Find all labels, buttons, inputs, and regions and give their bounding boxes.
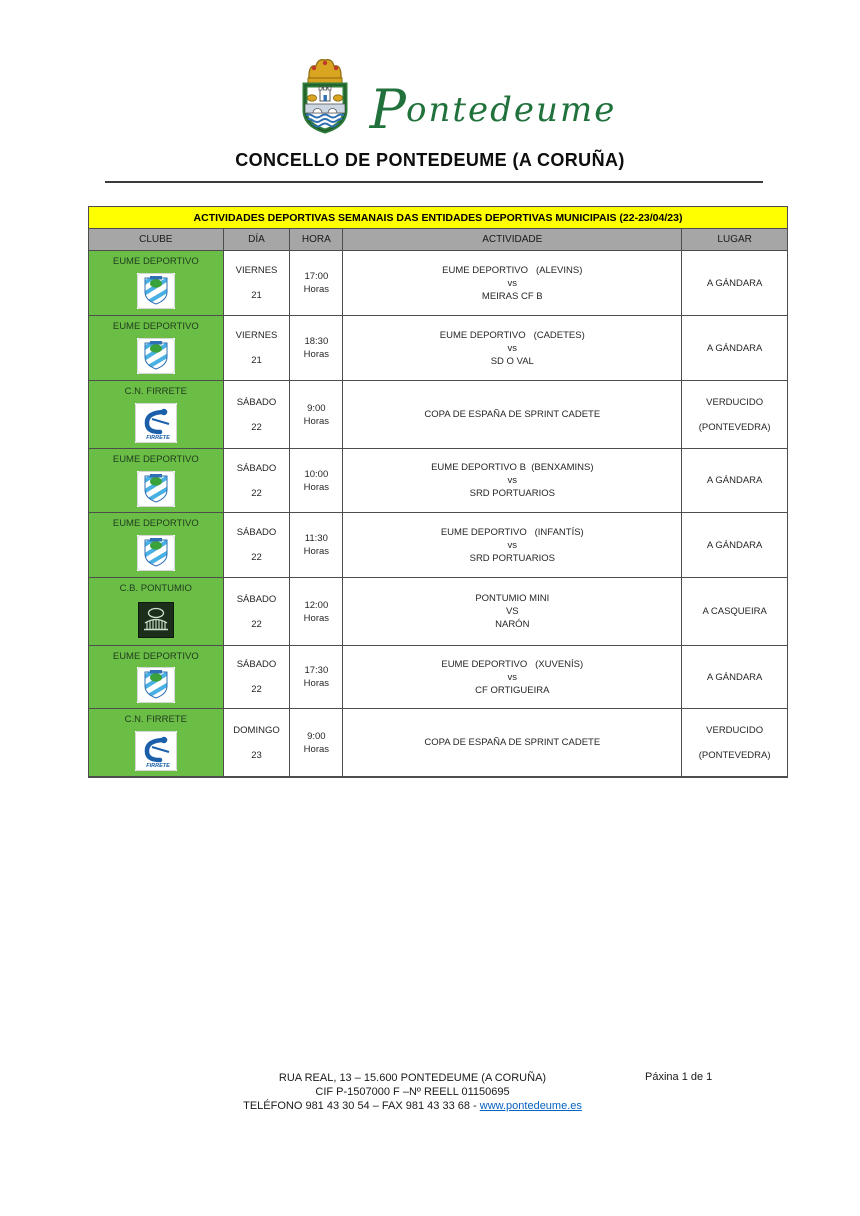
activity-cell: COPA DE ESPAÑA DE SPRINT CADETE (343, 709, 682, 776)
brand-initial: P (369, 78, 407, 141)
club-badge (137, 662, 175, 708)
day-cell (224, 578, 291, 645)
day-name: SÁBADO (236, 527, 277, 538)
day-cell (224, 251, 291, 315)
time-cell (290, 646, 343, 708)
eume-deportivo-badge-icon (137, 535, 175, 571)
activity-cell: EUME DEPORTIVO (CADETES) vs SD O VAL (343, 316, 682, 380)
column-header-actividade: ACTIVIDADE (343, 229, 682, 250)
place-cell: VERDUCIDO (PONTEVEDRA) (698, 724, 771, 761)
column-header-hora: HORA (290, 229, 343, 250)
day-number: 22 (251, 421, 262, 433)
page-title: CONCELLO DE PONTEDEUME (A CORUÑA) (235, 150, 625, 170)
place-cell: A GÁNDARA (706, 671, 763, 683)
time-cell (290, 449, 343, 512)
column-header-lugar: LUGAR (717, 234, 752, 245)
day-cell (224, 709, 291, 776)
brand-script: Pontedeume (369, 78, 617, 141)
club-cell (89, 251, 224, 315)
eume-deportivo-badge-icon (137, 667, 175, 703)
website-link[interactable]: www.pontedeume.es (479, 1100, 582, 1112)
table-row (89, 381, 787, 449)
day-name: VIERNES (235, 265, 278, 276)
day-name: SÁBADO (236, 396, 277, 408)
footer (200, 1071, 625, 1113)
table-row (89, 316, 787, 381)
club-badge (137, 332, 175, 380)
place-cell: A CASQUEIRA (702, 606, 767, 617)
time-unit: Horas (303, 612, 330, 624)
time-cell (290, 578, 343, 645)
place-cell: VERDUCIDO (PONTEVEDRA) (698, 396, 771, 433)
day-number: 23 (251, 749, 262, 761)
day-number: 22 (251, 684, 262, 695)
club-name: C.N. FIRRETE (124, 386, 187, 397)
day-cell (224, 316, 291, 380)
activity-cell: EUME DEPORTIVO B (BENXAMINS) vs SRD PORTUARIOS (343, 449, 682, 512)
pontedeume-coat-of-arms-icon (292, 56, 358, 136)
day-cell (224, 646, 291, 708)
table-row (89, 646, 787, 709)
table-title: ACTIVIDADES DEPORTIVAS SEMANAIS DAS ENTIDADES DEPORTIVAS MUNICIPAIS (22-23/04/23) (89, 207, 787, 229)
club-name: EUME DEPORTIVO (112, 256, 199, 267)
time-unit: Horas (303, 743, 330, 755)
eume-deportivo-badge-icon (137, 273, 175, 309)
time-value: 18:30 (304, 336, 329, 347)
schedule-table (88, 206, 788, 778)
club-cell (89, 381, 224, 448)
place-cell: A GÁNDARA (706, 342, 763, 354)
club-badge (135, 725, 177, 776)
activity-cell: PONTUMIO MINI VS NARÓN (343, 578, 682, 645)
activity-cell: EUME DEPORTIVO (XUVENÍS) vs CF ORTIGUEIRA (343, 646, 682, 708)
table-row (89, 578, 787, 646)
table-row (89, 513, 787, 578)
table-row (89, 449, 787, 513)
svg-text:FIRRETE: FIRRETE (146, 434, 170, 441)
activity-cell: EUME DEPORTIVO (INFANTÍS) vs SRD PORTUARIOS (343, 513, 682, 577)
time-value: 9:00 (307, 730, 326, 742)
day-name: SÁBADO (236, 593, 277, 605)
svg-text:FIRRETE: FIRRETE (146, 762, 170, 769)
place-cell: A GÁNDARA (706, 277, 763, 289)
time-value: 10:00 (304, 468, 329, 480)
time-cell (290, 513, 343, 577)
club-cell (89, 513, 224, 577)
club-cell (89, 449, 224, 512)
time-cell (290, 709, 343, 776)
club-badge (138, 594, 174, 645)
time-unit: Horas (303, 284, 330, 295)
club-name: EUME DEPORTIVO (112, 651, 199, 662)
club-name: C.N. FIRRETE (124, 714, 187, 725)
pontumio-badge-icon (138, 602, 174, 638)
day-number: 21 (251, 290, 262, 301)
place-cell: A GÁNDARA (706, 539, 763, 551)
time-unit: Horas (303, 678, 330, 689)
column-header-clube: CLUBE (89, 229, 224, 250)
title-rule (105, 181, 763, 183)
day-cell (224, 513, 291, 577)
firrete-badge-icon (135, 403, 177, 443)
time-unit: Horas (303, 481, 330, 493)
club-name: C.B. PONTUMIO (119, 583, 192, 594)
club-badge (137, 267, 175, 315)
day-name: VIERNES (235, 330, 278, 341)
footer-phone-line (200, 1099, 625, 1113)
day-name: DOMINGO (233, 724, 280, 736)
club-cell (89, 316, 224, 380)
day-name: SÁBADO (236, 462, 277, 474)
club-cell (89, 709, 224, 776)
time-value: 12:00 (304, 599, 329, 611)
day-cell (224, 381, 291, 448)
day-name: SÁBADO (236, 659, 277, 670)
time-value: 9:00 (307, 402, 326, 414)
club-cell (89, 578, 224, 645)
activity-cell: EUME DEPORTIVO (ALEVINS) vs MEIRAS CF B (343, 251, 682, 315)
day-number: 22 (251, 487, 262, 499)
time-cell (290, 316, 343, 380)
club-name: EUME DEPORTIVO (112, 454, 199, 465)
club-name: EUME DEPORTIVO (112, 518, 199, 529)
time-unit: Horas (303, 349, 330, 360)
column-header-dia: DÍA (224, 229, 291, 250)
table-row (89, 251, 787, 316)
club-badge (137, 529, 175, 577)
time-unit: Horas (303, 546, 330, 557)
club-badge (135, 397, 177, 448)
footer-address: RUA REAL, 13 – 15.600 PONTEDEUME (A CORUÑA) (278, 1072, 547, 1084)
eume-deportivo-badge-icon (137, 471, 175, 507)
club-cell (89, 646, 224, 708)
day-number: 21 (251, 355, 262, 366)
club-name: EUME DEPORTIVO (112, 321, 199, 332)
table-body (89, 251, 787, 776)
page-indicator: Páxina 1 de 1 (645, 1071, 713, 1083)
time-cell (290, 251, 343, 315)
table-row (89, 709, 787, 776)
firrete-badge-icon (135, 731, 177, 771)
activity-cell: COPA DE ESPAÑA DE SPRINT CADETE (343, 381, 682, 448)
eume-deportivo-badge-icon (137, 338, 175, 374)
place-cell: A GÁNDARA (706, 475, 763, 486)
day-number: 22 (251, 552, 262, 563)
time-value: 17:30 (304, 665, 329, 676)
footer-phone: TELÉFONO 981 43 30 54 – FAX 981 43 33 68 - (243, 1100, 480, 1112)
day-cell (224, 449, 291, 512)
time-cell (290, 381, 343, 448)
time-value: 17:00 (304, 271, 329, 282)
time-value: 11:30 (304, 533, 328, 544)
day-number: 22 (251, 618, 262, 630)
footer-cif: CIF P-1507000 F –Nº REELL 01150695 (315, 1086, 510, 1098)
table-header-row (89, 229, 787, 251)
club-badge (137, 465, 175, 512)
header-logo (24, 56, 860, 141)
time-unit: Horas (303, 415, 330, 427)
